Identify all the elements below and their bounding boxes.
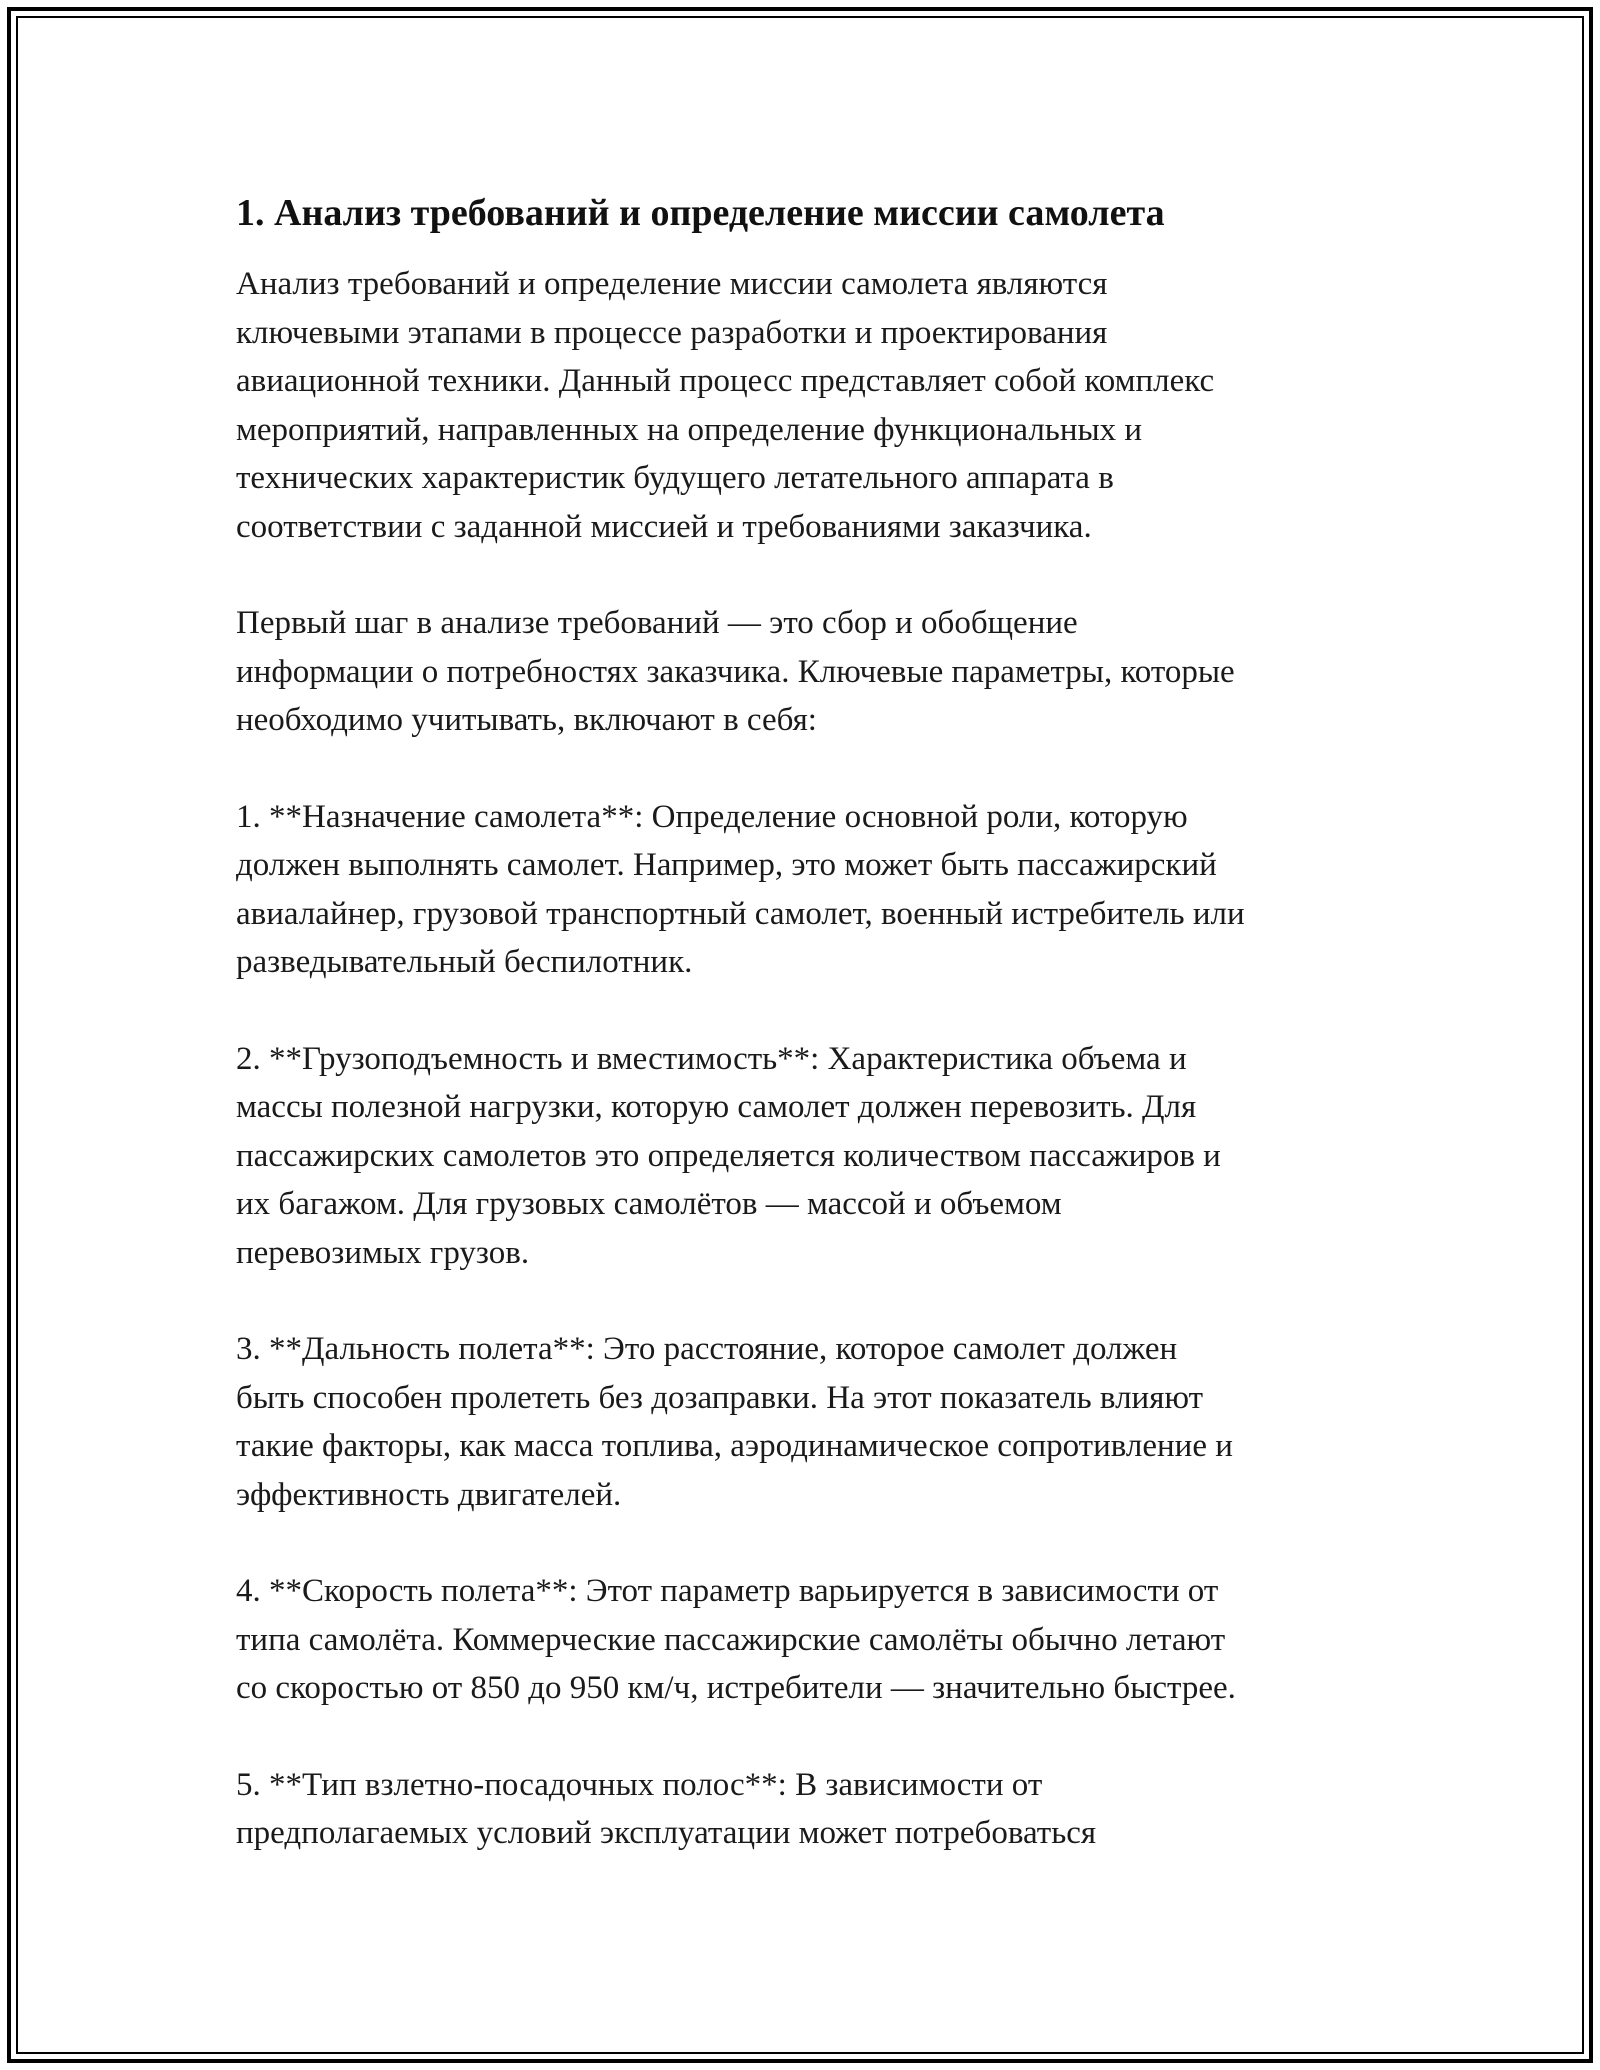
text-line: необходимо учитывать, включают в себя: <box>236 702 817 738</box>
paragraph <box>236 1567 1406 1713</box>
text-line: 4. **Скорость полета**: Этот параметр варьируется в зависимости от <box>236 1573 1219 1609</box>
text-line: авиационной техники. Данный процесс представляет собой комплекс <box>236 363 1215 399</box>
text-line: перевозимых грузов. <box>236 1234 530 1271</box>
text-line: со скоростью от 850 до 950 км/ч, истребители — значительно быстрее. <box>236 1670 1236 1706</box>
paragraph <box>236 793 1406 987</box>
paragraph <box>236 260 1406 551</box>
paragraph <box>236 1035 1406 1278</box>
text-line: их багажом. Для грузовых самолётов — массой и объемом <box>236 1186 1062 1222</box>
text-line: соответствии с заданной миссией и требованиями заказчика. <box>236 508 1092 545</box>
document-title: 1. Анализ требований и определение миссии самолета <box>236 192 1165 234</box>
paragraph-list <box>236 260 1406 1858</box>
text-line: такие факторы, как масса топлива, аэродинамическое сопротивление и <box>236 1428 1233 1464</box>
text-line: Первый шаг в анализе требований — это сбор и обобщение <box>236 605 1078 641</box>
text-line: типа самолёта. Коммерческие пассажирские самолёты обычно летают <box>236 1621 1226 1658</box>
text-line: массы полезной нагрузки, которую самолет должен перевозить. Для <box>236 1089 1197 1125</box>
text-line: быть способен пролететь без дозаправки. На этот показатель влияют <box>236 1379 1204 1416</box>
text-line: 3. **Дальность полета**: Это расстояние, которое самолет должен <box>236 1331 1178 1367</box>
text-line: технических характеристик будущего летательного аппарата в <box>236 460 1114 496</box>
paragraph <box>236 1761 1406 1858</box>
text-line: информации о потребностях заказчика. Ключевые параметры, которые <box>236 653 1235 690</box>
text-line: предполагаемых условий эксплуатации может потребоваться <box>236 1815 1097 1851</box>
paragraph <box>236 1325 1406 1519</box>
text-line: авиалайнер, грузовой транспортный самолет, военный истребитель или <box>236 895 1245 932</box>
text-line: 2. **Грузоподъемность и вместимость**: Характеристика объема и <box>236 1040 1187 1077</box>
text-line: должен выполнять самолет. Например, это может быть пассажирский <box>236 847 1217 883</box>
text-line: разведывательный беспилотник. <box>236 944 693 980</box>
text-line: пассажирских самолетов это определяется количеством пассажиров и <box>236 1137 1221 1174</box>
paragraph <box>236 599 1406 745</box>
text-line: Анализ требований и определение миссии самолета являются <box>236 266 1108 302</box>
text-line: мероприятий, направленных на определение функциональных и <box>236 411 1143 448</box>
text-line: 5. **Тип взлетно-посадочных полос**: В зависимости от <box>236 1766 1043 1803</box>
text-line: эффективность двигателей. <box>236 1476 622 1513</box>
text-line: ключевыми этапами в процессе разработки и проектирования <box>236 314 1108 351</box>
document-body <box>236 186 1406 1906</box>
text-line: 1. **Назначение самолета**: Определение основной роли, которую <box>236 798 1188 835</box>
